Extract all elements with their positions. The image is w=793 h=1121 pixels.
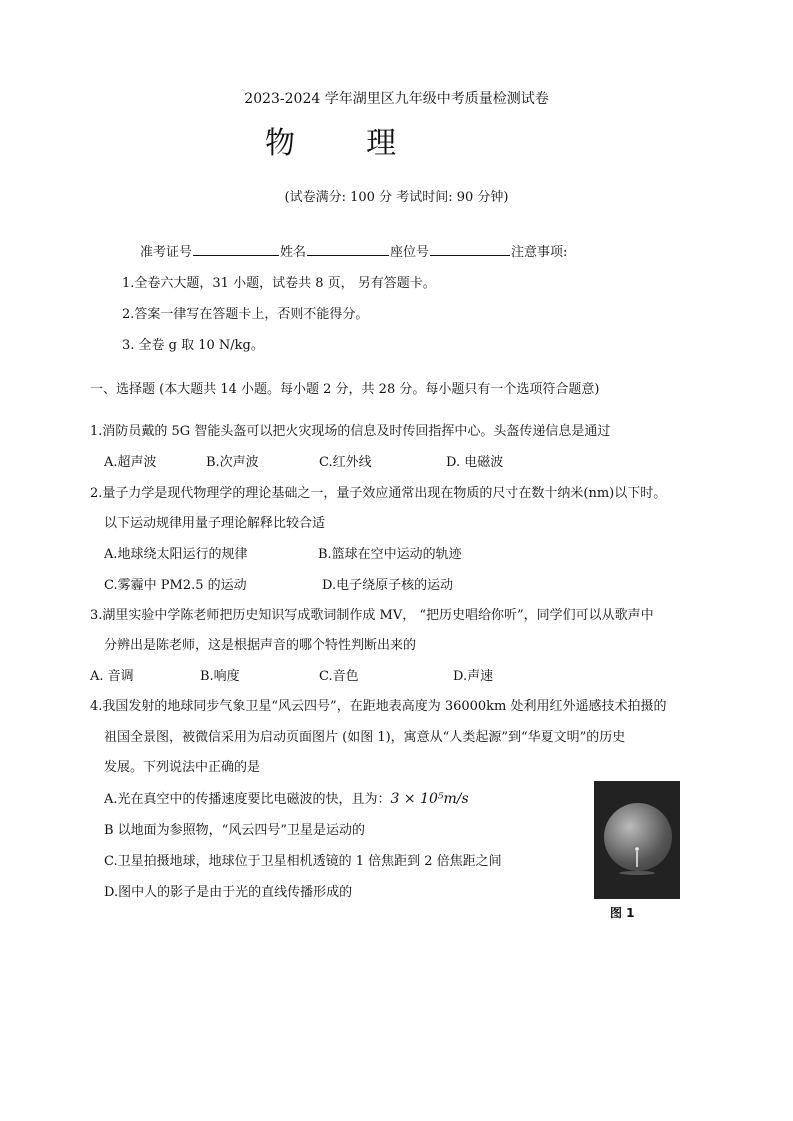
- q4-option-c: C.卫星拍摄地球，地球位于卫星相机透镜的 1 倍焦距到 2 倍焦距之间: [104, 854, 502, 869]
- name-label: 姓名: [280, 245, 307, 260]
- q4-option-a-formula: 3 × 10⁵m/s: [390, 791, 469, 807]
- q2-option-b: B.篮球在空中运动的轨迹: [318, 547, 462, 562]
- person-silhouette-icon: [594, 781, 680, 899]
- id-blank[interactable]: [193, 243, 279, 256]
- q1-option-a: A.超声波: [104, 455, 157, 470]
- id-label: 准考证号: [140, 245, 193, 260]
- figure-1-earth-image: [594, 781, 680, 899]
- q2-option-d: D.电子绕原子核的运动: [322, 578, 454, 593]
- q4-stem-2: 祖国全景图，被微信采用为启动页面图片 (如图 1)，寓意从“人类起源”到“华夏文明”的历史: [104, 730, 626, 745]
- q3-option-b: B.响度: [200, 669, 240, 684]
- q3-option-c: C.音色: [319, 669, 359, 684]
- seat-blank[interactable]: [430, 243, 510, 256]
- subject-char-1: 物: [265, 126, 295, 161]
- q3-option-d: D.声速: [453, 669, 494, 684]
- note-2: 2.答案一律写在答题卡上，否则不能得分。: [122, 307, 369, 322]
- notes-label: 注意事项:: [511, 245, 568, 260]
- q1-option-b: B.次声波: [206, 455, 259, 470]
- q2-stem-1: 2.量子力学是现代物理学的理论基础之一，量子效应通常出现在物质的尺寸在数十纳米(nm)以下时。: [90, 486, 667, 501]
- note-1: 1.全卷六大题，31 小题，试卷共 8 页， 另有答题卡。: [122, 276, 436, 291]
- q1-stem: 1.消防员戴的 5G 智能头盔可以把火灾现场的信息及时传回指挥中心。头盔传递信息是通过: [90, 424, 611, 439]
- exam-title: 2023-2024 学年湖里区九年级中考质量检测试卷: [244, 91, 549, 107]
- q4-stem-1: 4.我国发射的地球同步气象卫星“风云四号”，在距地表高度为 36000km 处利用红外遥感技术拍摄的: [90, 699, 667, 714]
- name-blank[interactable]: [307, 243, 389, 256]
- q3-stem-1: 3.湖里实验中学陈老师把历史知识写成歌词制作成 MV， “把历史唱给你听”，同学们可以从歌声中: [90, 608, 654, 623]
- q2-option-a: A.地球绕太阳运行的规律: [104, 547, 248, 562]
- q1-option-c: C.红外线: [319, 455, 372, 470]
- q1-option-d: D. 电磁波: [446, 455, 504, 470]
- seat-label: 座位号: [390, 245, 430, 260]
- subject-char-2: 理: [366, 126, 397, 161]
- info-line: [140, 241, 567, 260]
- subject-title: [265, 118, 396, 162]
- q2-option-c: C.雾霾中 PM2.5 的运动: [104, 578, 247, 593]
- q4-option-a-text: A.光在真空中的传播速度要比电磁波的快，且为：: [104, 792, 391, 807]
- q4-stem-3: 发展。下列说法中正确的是: [104, 760, 261, 775]
- q4-option-a: [104, 788, 469, 807]
- q3-option-a: A. 音调: [90, 669, 134, 684]
- section-heading: 一、选择题 (本大题共 14 小题。每小题 2 分，共 28 分。每小题只有一个选项符合题意): [90, 382, 600, 397]
- q3-stem-2: 分辨出是陈老师，这是根据声音的哪个特性判断出来的: [104, 638, 417, 653]
- note-3: 3. 全卷 g 取 10 N/kg。: [122, 338, 264, 353]
- figure-1-caption: 图 1: [610, 906, 635, 920]
- score-time: (试卷满分: 100 分 考试时间: 90 分钟): [284, 190, 509, 205]
- q4-option-d: D.图中人的影子是由于光的直线传播形成的: [104, 885, 353, 900]
- q2-stem-2: 以下运动规律用量子理论解释比较合适: [104, 516, 326, 531]
- q4-option-b: B 以地面为参照物，“风云四号”卫星是运动的: [104, 823, 365, 838]
